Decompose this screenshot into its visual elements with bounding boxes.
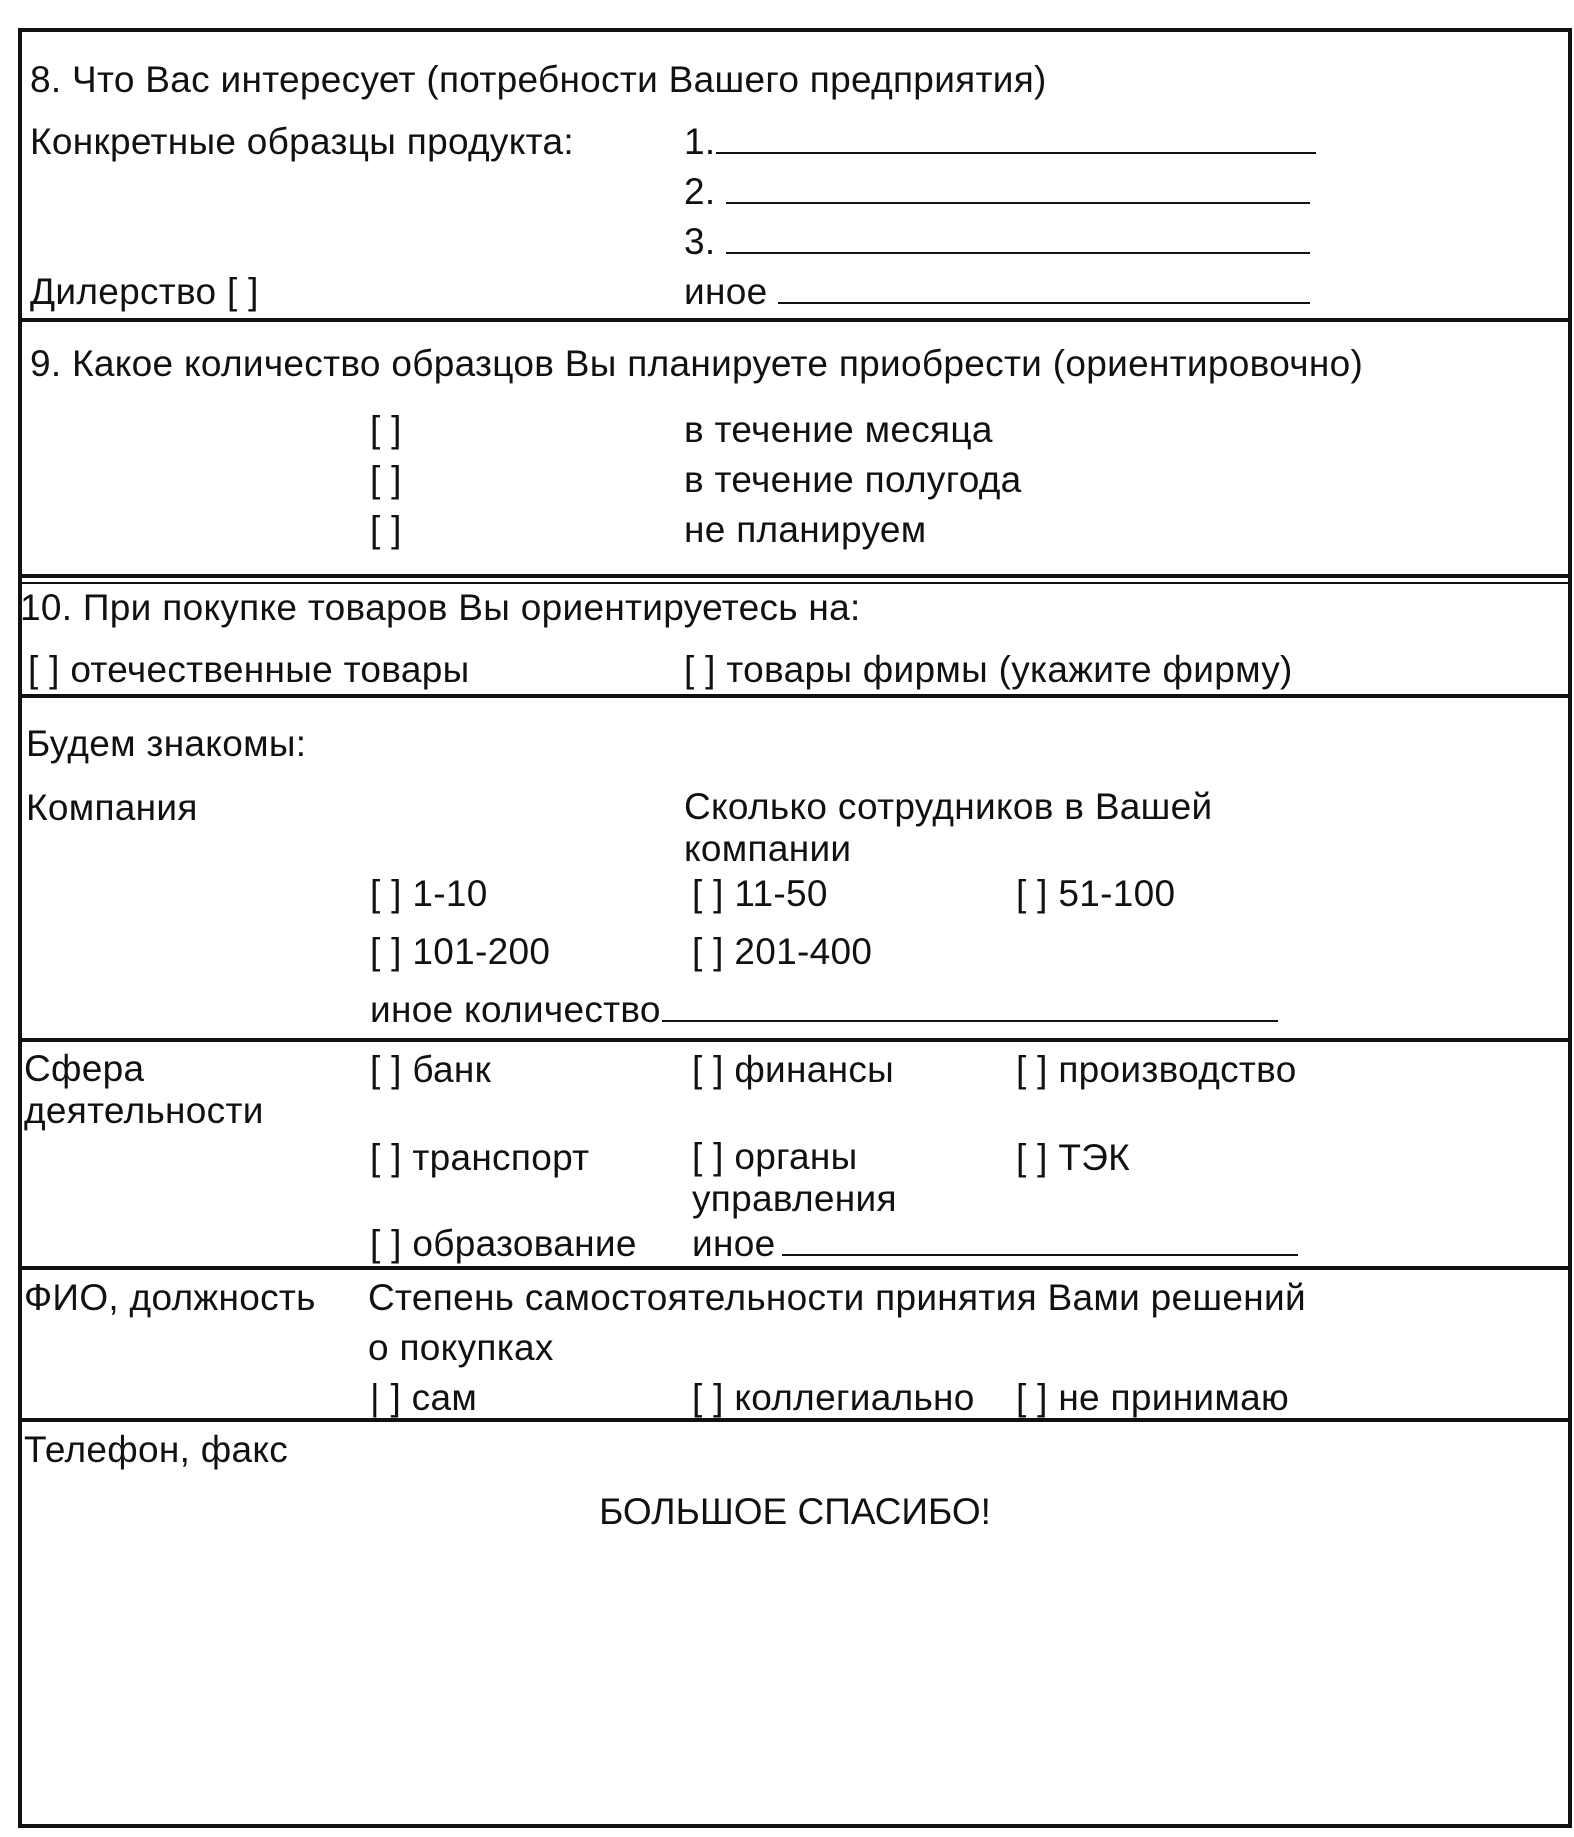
domestic-goods-checkbox[interactable]: [ ] отечественные товары [28, 649, 470, 690]
employees-51-100[interactable]: [ ] 51-100 [1016, 873, 1176, 914]
decision-none[interactable]: [ ] не принимаю [1016, 1377, 1290, 1418]
divider [18, 694, 1572, 698]
sphere-bank[interactable]: [ ] банк [370, 1049, 492, 1090]
employees-11-50[interactable]: [ ] 11-50 [692, 873, 828, 914]
decision-self[interactable]: | ] сам [370, 1377, 478, 1418]
other-need-label: иное [684, 271, 768, 312]
section-8-title: 8. Что Вас интересует (потребности Вашего предприятия) [30, 59, 1047, 100]
sample-item-1-field[interactable] [716, 152, 1316, 154]
acquaintance-title: Будем знакомы: [26, 723, 307, 764]
quantity-checkbox-month[interactable]: [ ] [370, 409, 402, 450]
sphere-transport[interactable]: [ ] транспорт [370, 1137, 590, 1178]
section-9-title: 9. Какое количество образцов Вы планируете приобрести (ориентировочно) [30, 343, 1364, 384]
sphere-education[interactable]: [ ] образование [370, 1223, 637, 1264]
sphere-other-label: иное [692, 1223, 776, 1264]
other-count-field[interactable] [662, 1020, 1278, 1022]
decision-collegial[interactable]: [ ] коллегиально [692, 1377, 975, 1418]
name-position-label: ФИО, должность [24, 1277, 316, 1318]
employees-201-400[interactable]: [ ] 201-400 [692, 931, 873, 972]
employees-1-10[interactable]: [ ] 1-10 [370, 873, 488, 914]
thank-you-text: БОЛЬШОЕ СПАСИБО! [599, 1491, 991, 1532]
divider [18, 582, 1572, 584]
sample-item-2-label: 2. [684, 171, 716, 212]
decision-question: Степень самостоятельности принятия Вами решений [368, 1277, 1306, 1318]
decision-question-cont: о покупках [368, 1327, 554, 1368]
samples-label: Конкретные образцы продукта: [30, 121, 574, 162]
quantity-checkbox-halfyear[interactable]: [ ] [370, 459, 402, 500]
company-label: Компания [26, 787, 198, 828]
phone-fax-label: Телефон, факс [24, 1429, 289, 1470]
divider [18, 1038, 1572, 1042]
other-count-label: иное количество [370, 989, 661, 1030]
quantity-checkbox-none[interactable]: [ ] [370, 509, 402, 550]
sample-item-3-field[interactable] [726, 252, 1310, 254]
sample-item-1-label: 1. [684, 121, 716, 162]
sphere-government[interactable]: [ ] органы управления [692, 1136, 897, 1219]
quantity-label-month: в течение месяца [684, 409, 993, 450]
sphere-other-field[interactable] [782, 1254, 1298, 1256]
sample-item-3-label: 3. [684, 221, 716, 262]
quantity-label-halfyear: в течение полугода [684, 459, 1022, 500]
employees-question: Сколько сотрудников в Вашей компании [684, 786, 1213, 869]
sphere-fuel-energy[interactable]: [ ] ТЭК [1016, 1137, 1130, 1178]
dealer-checkbox[interactable]: Дилерство [ ] [30, 271, 259, 312]
divider [18, 574, 1572, 578]
sphere-label: Сфера деятельности [24, 1048, 264, 1131]
sphere-production[interactable]: [ ] производство [1016, 1049, 1297, 1090]
divider [18, 1266, 1572, 1270]
quantity-label-none: не планируем [684, 509, 927, 550]
other-need-field[interactable] [778, 302, 1310, 304]
employees-101-200[interactable]: [ ] 101-200 [370, 931, 551, 972]
section-10-title: 10. При покупке товаров Вы ориентируетесь на: [20, 587, 861, 628]
sample-item-2-field[interactable] [726, 202, 1310, 204]
divider [18, 318, 1572, 322]
firm-goods-checkbox[interactable]: [ ] товары фирмы (укажите фирму) [684, 649, 1293, 690]
sphere-finance[interactable]: [ ] финансы [692, 1049, 895, 1090]
